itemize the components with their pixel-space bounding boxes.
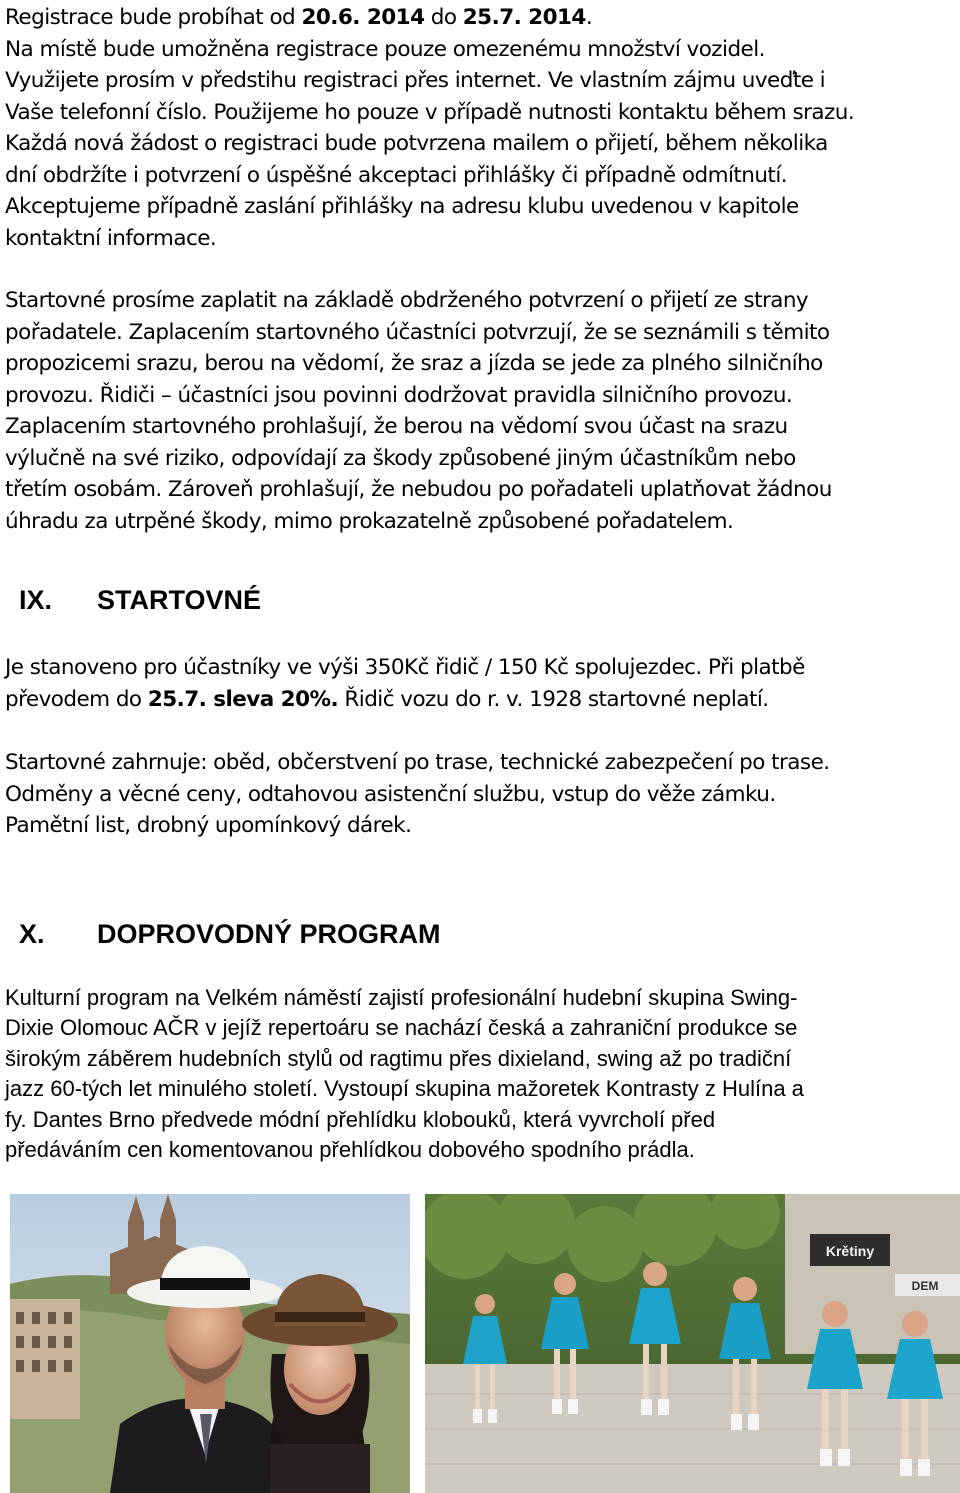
registration-start-date: 20.6. 2014: [301, 5, 425, 30]
registration-line-4: Vaše telefonní číslo. Použijeme ho pouze v případě nutnosti kontaktu během srazu.: [5, 99, 855, 125]
payment-line-6: výlučně na své riziko, odpovídají za škody způsobené jiným účastníkům nebo: [5, 445, 796, 471]
couple-hats-illustration: [10, 1194, 410, 1493]
payment-line-1: Startovné prosíme zaplatit na základě obdrženého potvrzení o přijetí ze strany: [5, 288, 809, 313]
includes-line-3: Pamětní list, drobný upomínkový dárek.: [5, 813, 412, 838]
program-paragraph: [5, 983, 804, 1165]
couple-hats-photo: [10, 1194, 410, 1493]
program-line-3: širokým záběrem hudebních stylů od ragtimu přes dixieland, swing až po tradiční: [5, 1045, 792, 1071]
fee-line-2: převodem do 25.7. sleva 20%. Řidič vozu do r. v. 1928 startovné neplatí.: [5, 686, 769, 712]
program-line-2: Dixie Olomouc AČR v jejíž repertoáru se nachází česká a zahraniční produkce se: [5, 1015, 798, 1041]
section-9-title: STARTOVNÉ: [97, 585, 262, 615]
registration-line-5: Každá nová žádost o registraci bude potvrzena mailem o přijetí, během několika: [5, 131, 828, 156]
registration-line-6: dní obdržíte i potvrzení o úspěšné akceptaci přihlášky či případně odmítnutí.: [5, 162, 788, 188]
majorettes-photo: [425, 1194, 960, 1493]
fee-line-1: Je stanoveno pro účastníky ve výši 350Kč řidič / 150 Kč spolujezdec. Při platbě: [5, 655, 805, 680]
section-9-number: IX.: [19, 585, 53, 615]
registration-line-8: kontaktní informace.: [5, 225, 217, 251]
shop-sign: Krětiny: [825, 1243, 875, 1259]
program-line-1: Kulturní program na Velkém náměstí zajistí profesionální hudební skupina Swing-: [5, 985, 798, 1010]
includes-line-1: Startovné zahrnuje: oběd, občerstvení po trase, technické zabezpečení po trase.: [5, 750, 830, 775]
registration-end-date: 25.7. 2014: [462, 5, 586, 30]
payment-paragraph: [5, 285, 832, 537]
payment-line-2: pořadatele. Zaplacením startovného účastníci potvrzují, že se seznámili s těmito: [5, 319, 830, 345]
program-line-4: jazz 60-tých let minulého století. Vystoupí skupina mažoretek Kontrasty z Hulína a: [5, 1076, 804, 1102]
registration-paragraph: [5, 2, 854, 254]
program-line-5: fy. Dantes Brno předvede módní přehlídku klobouků, která vyvrcholí před: [5, 1106, 716, 1132]
registration-line-1: Registrace bude probíhat od 20.6. 2014 do 25.7. 2014.: [5, 5, 593, 30]
includes-paragraph: [5, 747, 830, 842]
payment-line-5: Zaplacením startovného prohlašují, že berou na vědomí svou účast na srazu: [5, 414, 788, 439]
registration-line-3: Využijete prosím v předstihu registraci přes internet. Ve vlastním zájmu uveďte i: [5, 68, 826, 93]
section-10-title: DOPROVODNÝ PROGRAM: [97, 919, 441, 949]
fee-paragraph: [5, 652, 805, 715]
section-10-number: X.: [19, 919, 45, 949]
fee-discount: 25.7. sleva 20%.: [147, 686, 339, 712]
payment-line-3: propozicemi srazu, berou na vědomí, že sraz a jízda se jede za plného silničního: [5, 351, 823, 376]
payment-line-7: třetím osobám. Zároveň prohlašují, že nebudou po pořadateli uplatňovat žádnou: [5, 477, 832, 502]
payment-line-4: provozu. Řidiči – účastníci jsou povinni dodržovat pravidla silničního provozu.: [5, 382, 793, 408]
payment-line-8: úhradu za utrpěné škody, mimo prokazatelně způsobené pořadatelem.: [5, 508, 734, 534]
includes-line-2: Odměny a věcné ceny, odtahovou asistenční službu, vstup do věže zámku.: [5, 781, 776, 807]
shop-sign-2: DEM: [911, 1279, 939, 1293]
program-line-6: předáváním cen komentovanou přehlídkou dobového spodního prádla.: [5, 1137, 695, 1163]
registration-line-2: Na místě bude umožněna registrace pouze omezenému množství vozidel.: [5, 36, 765, 62]
registration-line-7: Akceptujeme případně zaslání přihlášky na adresu klubu uvedenou v kapitole: [5, 194, 799, 219]
majorettes-illustration: [425, 1194, 960, 1493]
